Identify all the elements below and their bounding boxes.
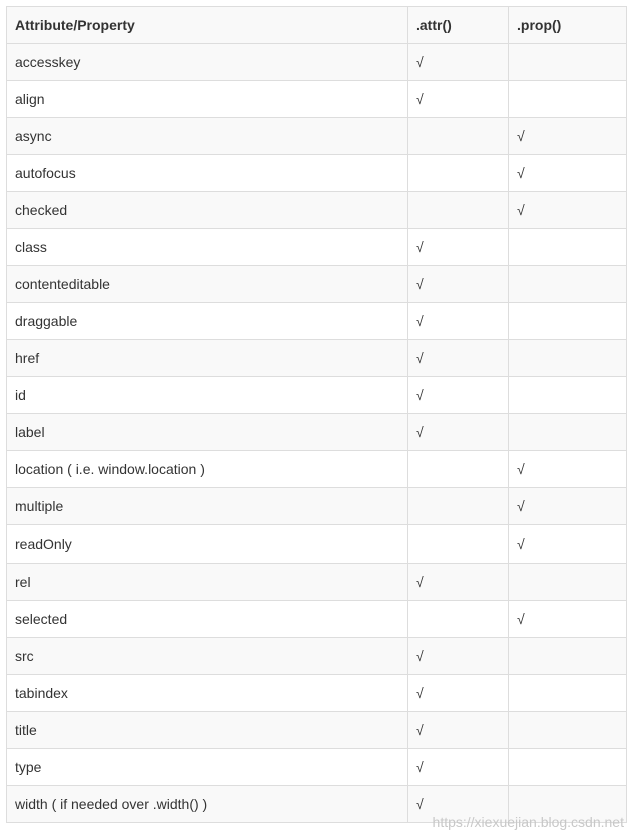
attr-check-cell: √ — [408, 266, 509, 303]
prop-check-cell — [509, 229, 627, 266]
table-row — [7, 303, 627, 340]
prop-check-cell: √ — [509, 451, 627, 488]
attr-check-cell: √ — [408, 81, 509, 118]
attr-check-cell: √ — [408, 414, 509, 451]
prop-check-cell — [509, 414, 627, 451]
attr-check-cell: √ — [408, 638, 509, 675]
table-row — [7, 749, 627, 786]
attr-check-cell — [408, 488, 509, 525]
attribute-name-cell: multiple — [7, 488, 408, 525]
attr-check-cell — [408, 451, 509, 488]
table-row — [7, 488, 627, 525]
attribute-name-cell: width ( if needed over .width() ) — [7, 786, 408, 823]
prop-check-cell — [509, 786, 627, 823]
attr-check-cell: √ — [408, 377, 509, 414]
attribute-name-cell: class — [7, 229, 408, 266]
table-row — [7, 266, 627, 303]
prop-check-cell — [509, 675, 627, 712]
attr-check-cell: √ — [408, 340, 509, 377]
prop-check-cell — [509, 638, 627, 675]
header-prop: .prop() — [509, 7, 627, 44]
attribute-name-cell: src — [7, 638, 408, 675]
attr-check-cell: √ — [408, 44, 509, 81]
table-row — [7, 118, 627, 155]
header-attr: .attr() — [408, 7, 509, 44]
attribute-name-cell: label — [7, 414, 408, 451]
attribute-name-cell: align — [7, 81, 408, 118]
attribute-name-cell: draggable — [7, 303, 408, 340]
attr-check-cell — [408, 155, 509, 192]
attribute-name-cell: autofocus — [7, 155, 408, 192]
attribute-name-cell: selected — [7, 601, 408, 638]
prop-check-cell: √ — [509, 525, 627, 564]
attr-check-cell — [408, 525, 509, 564]
prop-check-cell — [509, 564, 627, 601]
prop-check-cell — [509, 340, 627, 377]
prop-check-cell — [509, 44, 627, 81]
table-row — [7, 525, 627, 564]
prop-check-cell: √ — [509, 192, 627, 229]
prop-check-cell — [509, 266, 627, 303]
table-row — [7, 81, 627, 118]
prop-check-cell — [509, 81, 627, 118]
attribute-name-cell: title — [7, 712, 408, 749]
header-attribute-property: Attribute/Property — [7, 7, 408, 44]
attribute-name-cell: readOnly — [7, 525, 408, 564]
attr-check-cell: √ — [408, 303, 509, 340]
attribute-name-cell: contenteditable — [7, 266, 408, 303]
table-row — [7, 229, 627, 266]
attr-check-cell: √ — [408, 564, 509, 601]
table-header-row — [7, 7, 627, 44]
table-row — [7, 192, 627, 229]
attr-check-cell: √ — [408, 712, 509, 749]
table-row — [7, 638, 627, 675]
attr-check-cell: √ — [408, 229, 509, 266]
prop-check-cell — [509, 749, 627, 786]
attr-check-cell: √ — [408, 749, 509, 786]
table-row — [7, 451, 627, 488]
attribute-name-cell: tabindex — [7, 675, 408, 712]
prop-check-cell: √ — [509, 155, 627, 192]
table-row — [7, 340, 627, 377]
attribute-name-cell: rel — [7, 564, 408, 601]
attribute-name-cell: id — [7, 377, 408, 414]
watermark: https://xiexuejian.blog.csdn.net — [432, 814, 624, 830]
table-row — [7, 564, 627, 601]
attribute-name-cell: type — [7, 749, 408, 786]
attr-check-cell — [408, 118, 509, 155]
attribute-name-cell: accesskey — [7, 44, 408, 81]
attr-check-cell: √ — [408, 675, 509, 712]
prop-check-cell: √ — [509, 118, 627, 155]
attr-check-cell — [408, 192, 509, 229]
table-row — [7, 414, 627, 451]
prop-check-cell — [509, 303, 627, 340]
table-row — [7, 712, 627, 749]
attr-prop-table — [6, 6, 627, 823]
table-row — [7, 377, 627, 414]
prop-check-cell — [509, 712, 627, 749]
attribute-name-cell: async — [7, 118, 408, 155]
attribute-name-cell: href — [7, 340, 408, 377]
attr-check-cell: √ — [408, 786, 509, 823]
table-row — [7, 786, 627, 823]
prop-check-cell — [509, 377, 627, 414]
prop-check-cell: √ — [509, 488, 627, 525]
prop-check-cell: √ — [509, 601, 627, 638]
table-row — [7, 601, 627, 638]
attribute-name-cell: checked — [7, 192, 408, 229]
attribute-name-cell: location ( i.e. window.location ) — [7, 451, 408, 488]
table-row — [7, 155, 627, 192]
table-row — [7, 44, 627, 81]
table-row — [7, 675, 627, 712]
attr-check-cell — [408, 601, 509, 638]
